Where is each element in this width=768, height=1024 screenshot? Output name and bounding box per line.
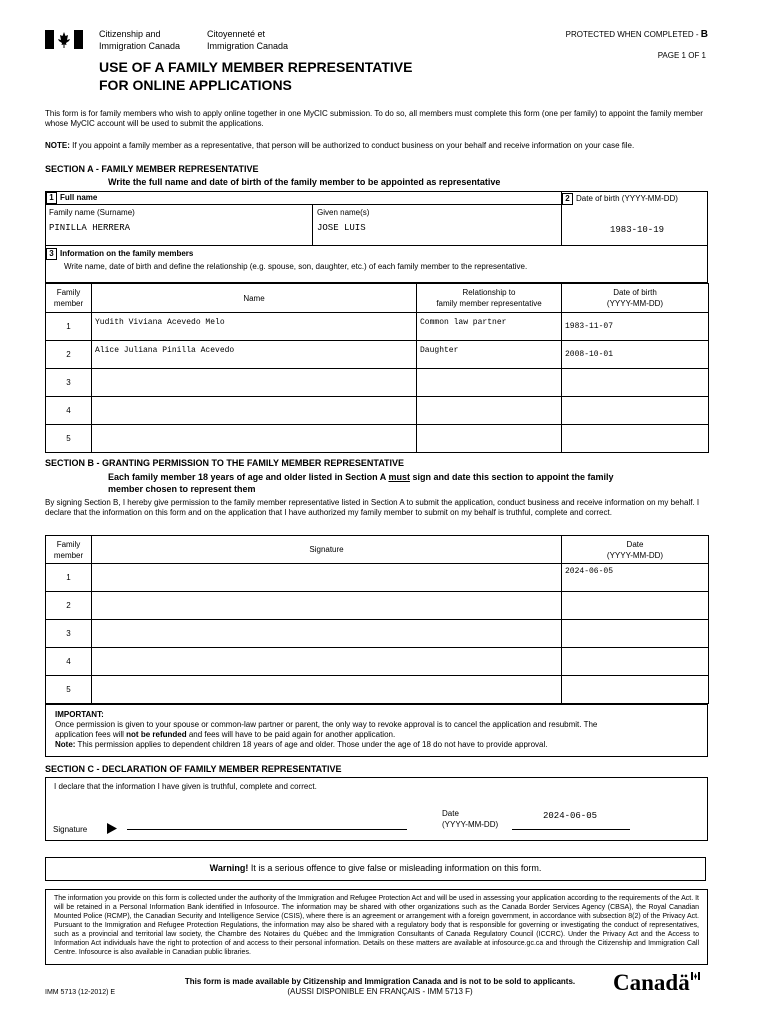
member-dob-input[interactable]	[562, 369, 709, 397]
form-title-line-1: USE OF A FAMILY MEMBER REPRESENTATIVE	[99, 59, 413, 75]
form-title	[99, 58, 412, 94]
table-row	[46, 425, 709, 453]
section-a-subtitle: Write the full name and date of birth of the family member to be appointed as representative	[108, 177, 501, 187]
signature-field[interactable]	[92, 620, 562, 648]
section-a-title: SECTION A - FAMILY MEMBER REPRESENTATIVE	[45, 164, 259, 174]
signature-date-input[interactable]	[562, 648, 709, 676]
signature-date-input[interactable]: 2024-06-05	[562, 564, 709, 592]
row-number: 2	[46, 592, 92, 620]
section-c-title: SECTION C - DECLARATION OF FAMILY MEMBER REPRESENTATIVE	[45, 764, 342, 774]
signature-line[interactable]	[127, 829, 407, 830]
col-signature: Signature	[92, 536, 562, 564]
important-text	[55, 710, 705, 750]
full-name-box	[45, 191, 562, 246]
member-dob-input[interactable]: 2008-10-01	[562, 341, 709, 369]
signature-field[interactable]	[92, 564, 562, 592]
col-name: Name	[92, 284, 417, 313]
table-row	[46, 313, 709, 341]
table-row	[46, 369, 709, 397]
dob-label: Date of birth (YYYY-MM-DD)	[576, 194, 678, 203]
section-b-subtitle: Each family member 18 years of age and older listed in Section A must sign and date this section to appoint the family member chosen to represent them	[108, 472, 614, 494]
signatures-table	[45, 535, 709, 704]
member-name-input[interactable]	[92, 369, 417, 397]
row-number: 3	[46, 620, 92, 648]
family-name-label: Family name (Surname)	[49, 208, 135, 217]
row-number: 2	[46, 341, 92, 369]
relationship-input[interactable]: Common law partner	[417, 313, 562, 341]
canada-wordmark-text: Canadä	[613, 970, 690, 995]
table-row	[46, 620, 709, 648]
department-fr-line-2: Immigration Canada	[207, 41, 289, 51]
member-name-input[interactable]	[92, 425, 417, 453]
signature-date-input[interactable]	[562, 676, 709, 704]
col-date: Date (YYYY-MM-DD)	[562, 536, 709, 564]
note-label: NOTE:	[45, 141, 70, 150]
page-number: PAGE 1 OF 1	[657, 51, 706, 60]
table-row	[46, 676, 709, 704]
signature-field[interactable]	[92, 648, 562, 676]
field-1-number: 1	[46, 192, 57, 204]
form-code: IMM 5713 (12-2012) E	[45, 989, 116, 996]
protected-notice	[566, 29, 708, 40]
date-label: Date (YYYY-MM-DD)	[442, 809, 499, 829]
table-row	[46, 648, 709, 676]
row-number: 5	[46, 676, 92, 704]
row-number: 4	[46, 397, 92, 425]
important-line-1: Once permission is given to your spouse or common-law partner or parent, the only way to revoke approval is to cancel the application and resubmit. The	[55, 720, 598, 729]
field-3-label: Information on the family members	[60, 249, 194, 258]
col-relationship: Relationship to family member representative	[417, 284, 562, 313]
relationship-input[interactable]	[417, 369, 562, 397]
table-row	[46, 397, 709, 425]
department-name-en	[99, 28, 180, 52]
section-b-text: By signing Section B, I hereby give permission to the family member representative listed in Section A to submit the application, conduct business and receive information on my behalf. I declare that the information on this form and on the application that I have authorized my family member to submit on my behalf is truthful, complete and correct.	[45, 498, 700, 517]
field-1-heading	[46, 192, 97, 204]
important-label: IMPORTANT:	[55, 710, 104, 719]
table-row	[46, 564, 709, 592]
col-family-member: Family member	[46, 536, 92, 564]
family-members-table	[45, 283, 709, 453]
field-1-label: Full name	[60, 193, 98, 202]
department-en-line-1: Citizenship and	[99, 29, 161, 39]
intro-text: This form is for family members who wish to apply online together in one MyCIC submission. To do so, all members must complete this form (one per family) to appoint the family member whose MyCIC account will be used to submit the applications.	[45, 109, 703, 128]
family-name-input[interactable]: PINILLA HERRERA	[49, 223, 131, 233]
wordmark-flag-icon	[691, 972, 700, 980]
row-number: 4	[46, 648, 92, 676]
field-3-heading	[46, 248, 193, 260]
declaration-text: I declare that the information I have given is truthful, complete and correct.	[54, 782, 317, 791]
protected-level: B	[700, 29, 708, 40]
field-3-instructions: Write name, date of birth and define the relationship (e.g. spouse, son, daughter, etc.) of each family member to the representative.	[64, 262, 528, 271]
member-name-input[interactable]	[92, 397, 417, 425]
member-dob-input[interactable]	[562, 425, 709, 453]
signature-date-input[interactable]	[562, 592, 709, 620]
row-number: 5	[46, 425, 92, 453]
col-date-of-birth: Date of birth (YYYY-MM-DD)	[562, 284, 709, 313]
given-name-label: Given name(s)	[317, 208, 370, 217]
signature-field[interactable]	[92, 676, 562, 704]
member-name-input[interactable]: Yudith Viviana Acevedo Melo	[92, 313, 417, 341]
row-number: 3	[46, 369, 92, 397]
footer-availability	[140, 977, 620, 997]
warning-text: Warning! It is a serious offence to give false or misleading information on this form.	[209, 863, 542, 873]
signature-label: Signature	[53, 825, 88, 834]
signature-date-input[interactable]	[562, 620, 709, 648]
col-family-member: Family member	[46, 284, 92, 313]
field-2-number: 2	[562, 193, 573, 205]
arrow-right-icon	[107, 821, 117, 839]
department-name-fr	[207, 28, 288, 52]
department-fr-line-1: Citoyenneté et	[207, 29, 266, 39]
form-title-line-2: FOR ONLINE APPLICATIONS	[99, 77, 292, 93]
protected-text: PROTECTED WHEN COMPLETED -	[565, 30, 701, 39]
field-3-number: 3	[46, 248, 57, 260]
french-availability: (AUSSI DISPONIBLE EN FRANÇAIS - IMM 5713 F)	[287, 987, 473, 996]
department-en-line-2: Immigration Canada	[99, 41, 181, 51]
relationship-input[interactable]	[417, 397, 562, 425]
member-dob-input[interactable]	[562, 397, 709, 425]
important-line-2: application fees will not be refunded and fees will have to be paid again for another application.	[55, 730, 396, 739]
must-emphasis: must	[388, 472, 410, 482]
row-number: 1	[46, 564, 92, 592]
flag-logo	[45, 30, 83, 49]
row-number: 1	[46, 313, 92, 341]
given-name-input[interactable]: JOSE LUIS	[317, 223, 366, 233]
availability-text: This form is made available by Citizenship and Immigration Canada and is not to be sold to applicants.	[184, 977, 576, 986]
declaration-date-input[interactable]: 2024-06-05	[543, 811, 598, 821]
privacy-notice: The information you provide on this form is collected under the authority of the Immigration and Refugee Protection Act and will be used in assessing your application according to the requirements of the Act. It will be retained in a Personal Information Bank identified in Infosource. The information may be shared with other organizations such as the Canada Border Services Agency (CBSA), the Royal Canadian Mounted Police (RCMP), the Canadian Security and Intelligence Service (CSIS), where there is an agreement or arrangement with a foreign government, in accordance with subsection 8(2) of the Privacy Act. Pursuant to the Immigration and Refugee Protection Regulations, the information may also be shared with a regulatory body that is responsible for governing or investigating the conduct of representatives, such as a provincial and territorial law society, the Chambre des Notaires du Québec and the Immigration Consultants of Canada Regulatory Council (ICCRC). Under the Privacy Act and the Access to Information Act individuals have the right to protection of and access to their personal information. Details on these matters are available at infosource.gc.ca and through the Citizenship and Immigration Call Centre. Infosource is also available in Canadian public libraries.	[54, 895, 699, 956]
member-name-input[interactable]: Alice Juliana Pinilla Acevedo	[92, 341, 417, 369]
signature-field[interactable]	[92, 592, 562, 620]
important-note: Note: This permission applies to dependent children 18 years of age and older. Those under the age of 18 do not have to provide approval.	[55, 740, 548, 749]
table-row	[46, 341, 709, 369]
table-row	[46, 592, 709, 620]
intro-note	[45, 141, 713, 150]
field-2-heading	[562, 193, 678, 205]
relationship-input[interactable]: Daughter	[417, 341, 562, 369]
section-b-title: SECTION B - GRANTING PERMISSION TO THE FAMILY MEMBER REPRESENTATIVE	[45, 458, 405, 468]
relationship-input[interactable]	[417, 425, 562, 453]
dob-input[interactable]: 1983-10-19	[610, 225, 665, 235]
date-line	[512, 829, 630, 830]
note-text: If you appoint a family member as a representative, that person will be authorized to conduct business on your behalf and receive information on your case file.	[69, 141, 635, 150]
canada-wordmark	[613, 970, 690, 996]
member-dob-input[interactable]: 1983-11-07	[562, 313, 709, 341]
